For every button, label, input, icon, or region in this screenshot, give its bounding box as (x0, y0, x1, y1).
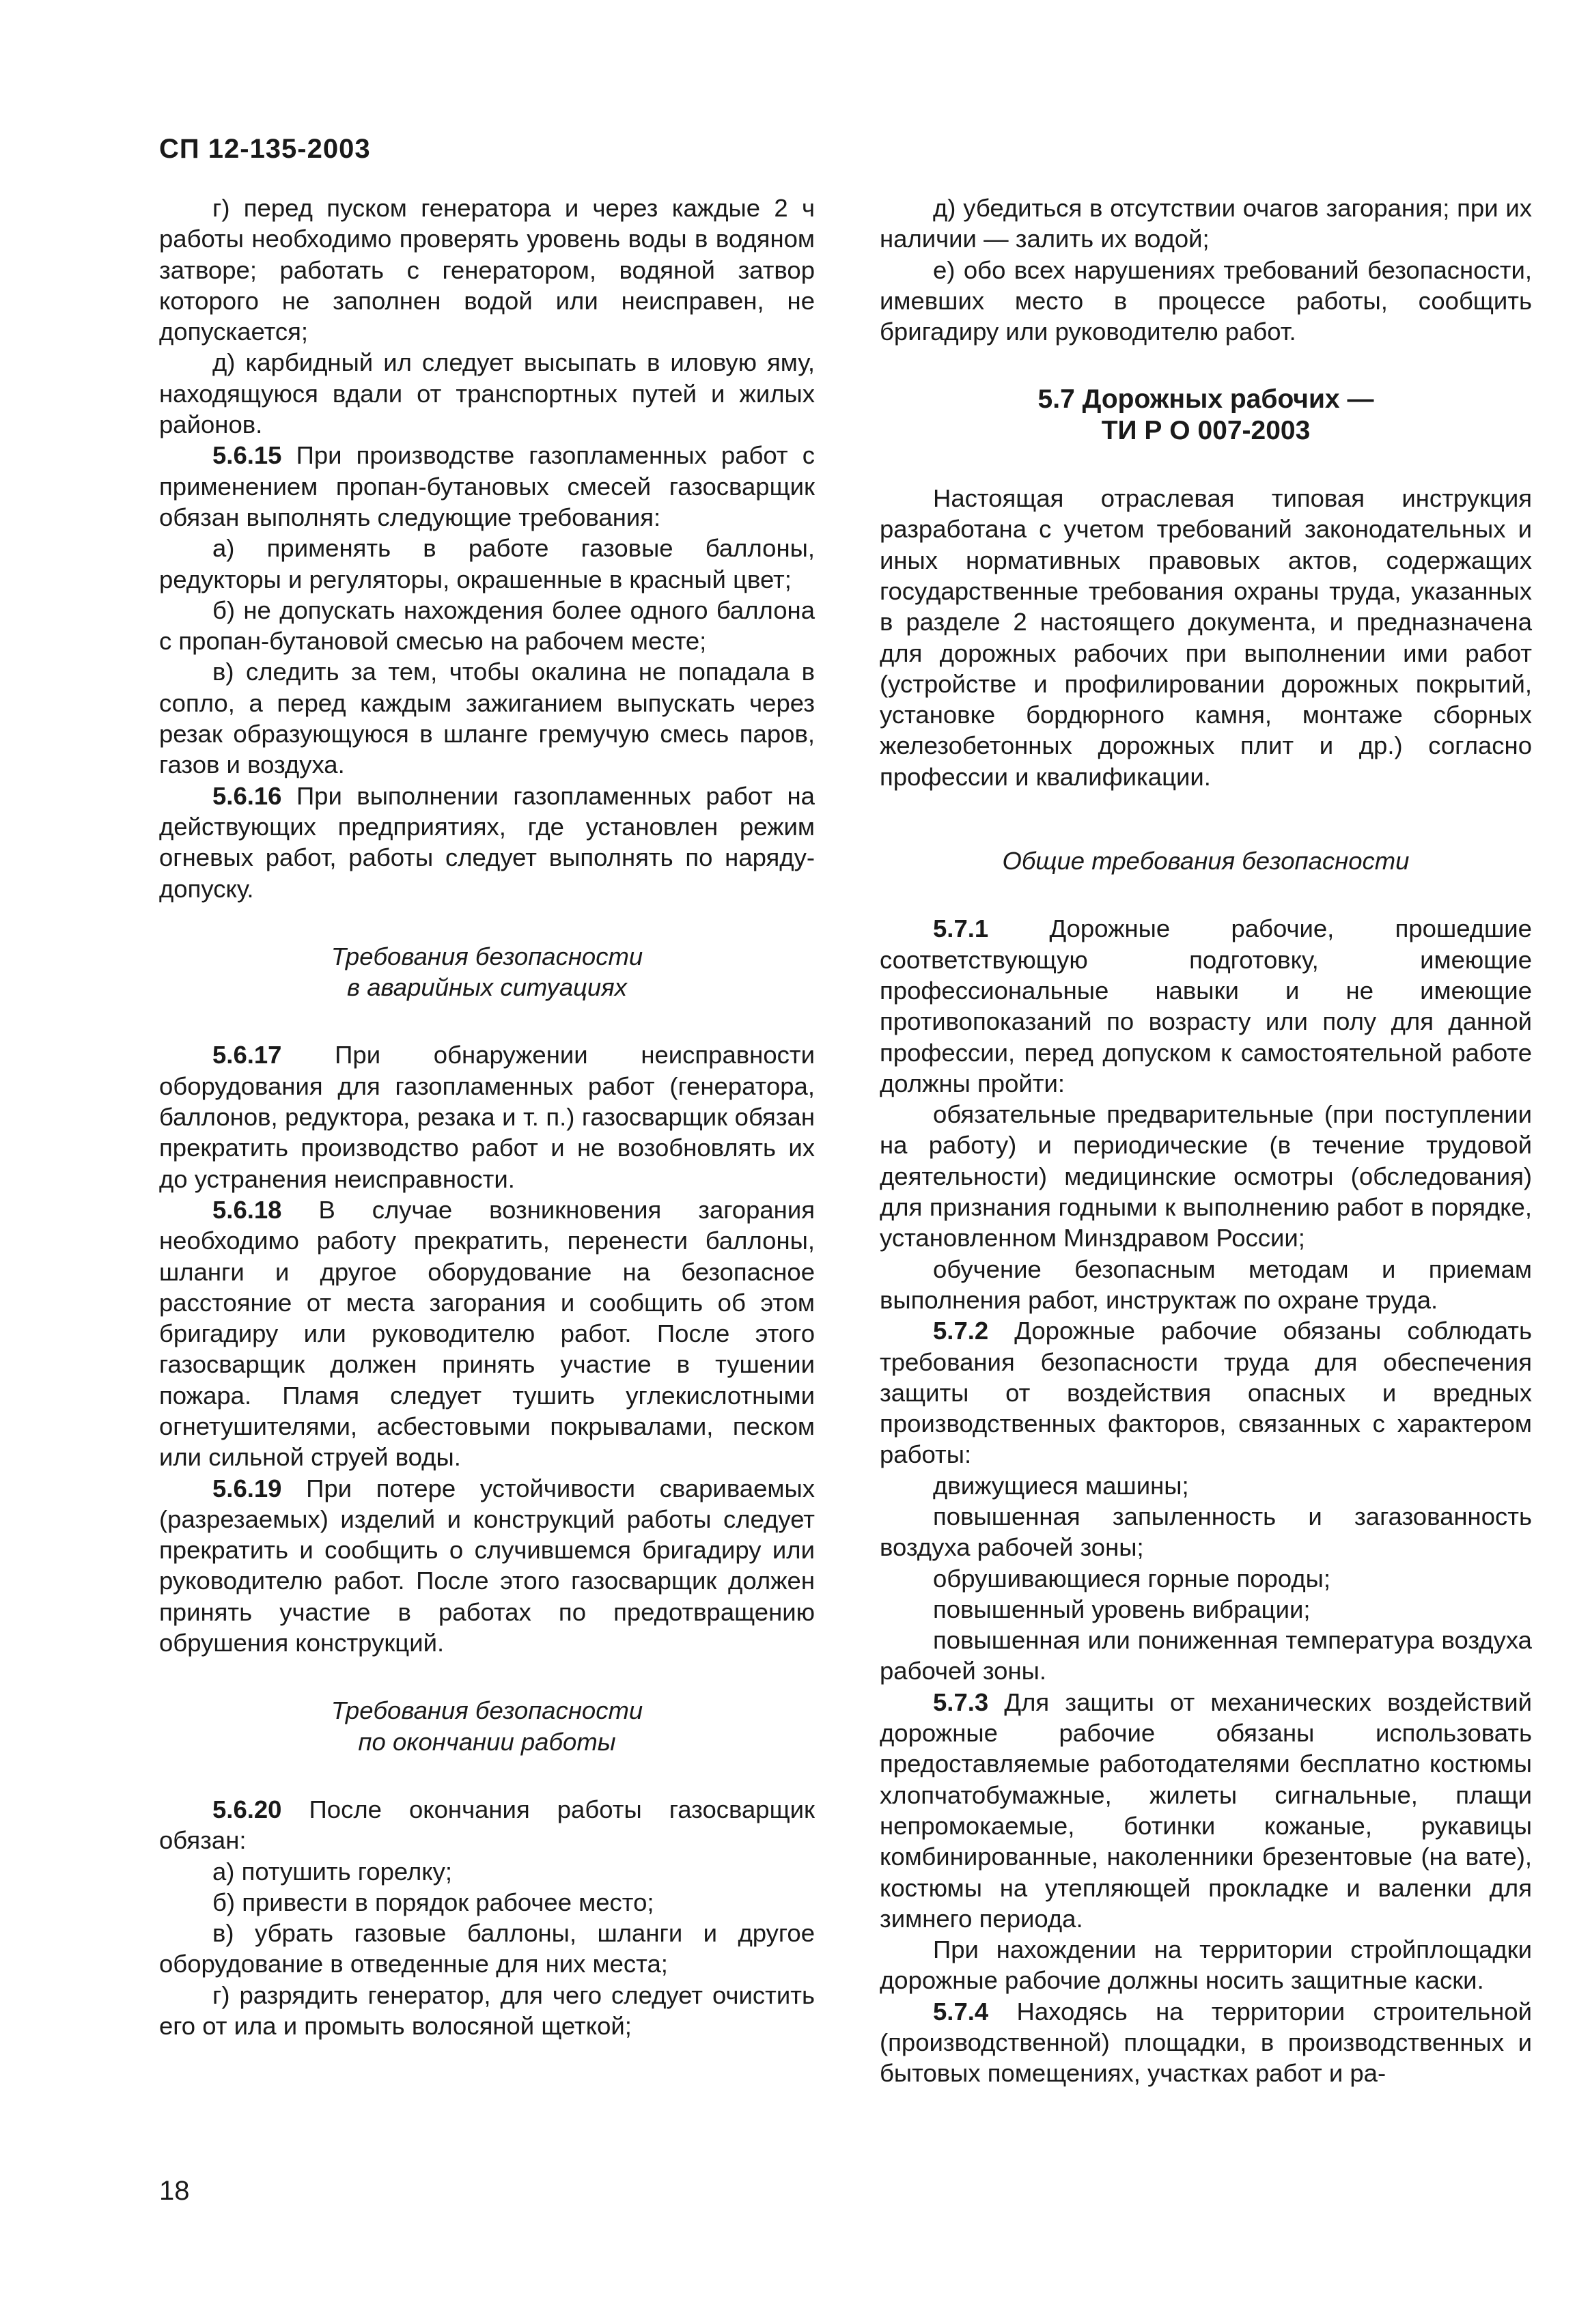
list-item: повышенная или пониженная температура воздуха рабочей зоны. (880, 1626, 1532, 1685)
paragraph: г) перед пуском генератора и через каждые 2 ч работы необходимо проверять уровень воды в водяном затворе; работать с генератором, водяной затвор которого не заполнен водой или неисправен, не допускается; (159, 194, 815, 346)
list-item: в) убрать газовые баллоны, шланги и другое оборудование в отведенные для них места; (159, 1919, 815, 1978)
clause-5-6-15 (159, 440, 815, 533)
spacer (159, 1003, 815, 1039)
spacer (159, 1658, 815, 1695)
spacer (880, 876, 1532, 913)
right-column (880, 193, 1532, 2089)
document-code-header: СП 12-135-2003 (159, 134, 371, 164)
clause-text: После окончания работы газосварщик обязан: (159, 1795, 815, 1855)
list-item: движущиеся машины; (933, 1471, 1189, 1500)
clause-5-7-1 (880, 913, 1532, 1099)
list-item: г) разрядить генератор, для чего следует очистить его от ила и промыть волосяной щеткой; (159, 1980, 815, 2041)
clause-number: 5.7.2 (933, 1317, 989, 1345)
clause-5-7-4 (880, 1996, 1532, 2089)
clause-5-7-3 (880, 1687, 1532, 1934)
clause-number: 5.7.1 (933, 914, 989, 943)
list-item: д) убедиться в отсутствии очагов загорания; при их наличии — залить их водой; (880, 194, 1532, 253)
page-number: 18 (159, 2176, 190, 2206)
subheading-emergency-line2: в аварийных ситуациях (347, 973, 627, 1002)
subheading-end-line2: по окончании работы (358, 1727, 616, 1756)
clause-text: Находясь на территории строительной (производственной) площадки, в производственных и бытовых помещениях, участках работ и ра- (880, 1997, 1532, 2088)
clause-text: В случае возникновения загорания необходимо работу прекратить, перенести баллоны, шланги и другое оборудование на безопасное расстояние от места загорания и сообщить об этом бригадиру или руководителю работ. После этого газосварщик должен принять участие в тушении пожара. Пламя следует тушить углекислотными огнетушителями, асбестовыми покрывалами, песком или сильной струей воды. (159, 1195, 815, 1472)
paragraph: При нахождении на территории стройплощадки дорожные рабочие должны носить защитные каски. (880, 1935, 1532, 1995)
clause-text: При потере устойчивости свариваемых (разрезаемых) изделий и конструкций работы следует прекратить и сообщить о случившемся бригадиру или руководителю работ. После этого газосварщик должен принять участие в работах по предотвращению обрушения конструкций. (159, 1474, 815, 1657)
clause-number: 5.6.17 (212, 1041, 282, 1069)
clause-text: Дорожные рабочие, прошедшие соответствующую подготовку, имеющие профессиональные навыки и не имеющие противопоказаний по возрасту или полу для данной профессии, перед допуском к самостоятельной работе должны пройти: (880, 914, 1532, 1097)
list-item: повышенная запыленность и загазованность воздуха рабочей зоны; (880, 1502, 1532, 1562)
spacer (880, 347, 1532, 384)
clause-text: При выполнении газопламенных работ на действующих предприятиях, где установлен режим огневых работ, работы следует выполнять по наряду-допуску. (159, 781, 815, 903)
paragraph: д) карбидный ил следует высыпать в иловую яму, находящуюся вдали от транспортных путей и жилых районов. (159, 348, 815, 439)
spacer (880, 792, 1532, 845)
clause-text: Дорожные рабочие обязаны соблюдать требования безопасности труда для обеспечения защиты от воздействия опасных и вредных производственных факторов, связанных с характером работы: (880, 1317, 1532, 1469)
list-item: б) не допускать нахождения более одного баллона с пропан-бутановой смесью на рабочем месте; (159, 596, 815, 656)
left-column (159, 193, 815, 2041)
list-item: е) обо всех нарушениях требований безопасности, имевших место в процессе работы, сообщить бригадиру или руководителю работ. (880, 255, 1532, 346)
list-item: повышенный уровень вибрации; (933, 1595, 1311, 1623)
clause-number: 5.6.20 (212, 1795, 282, 1823)
subheading-emergency-line1: Требования безопасности (331, 942, 643, 970)
section-heading-line2: ТИ Р О 007-2003 (1101, 415, 1311, 445)
subheading-general: Общие требования безопасности (1002, 847, 1410, 876)
clause-5-6-20 (159, 1794, 815, 1856)
section-heading-line1: 5.7 Дорожных рабочих — (1037, 384, 1374, 415)
clause-5-6-18 (159, 1194, 815, 1473)
clause-number: 5.7.3 (933, 1688, 989, 1716)
clause-text: При производстве газопламенных работ с применением пропан-бутановых смесей газосварщик обязан выполнять следующие требования: (159, 441, 815, 531)
clause-5-6-19 (159, 1473, 815, 1659)
clause-text: Для защиты от механических воздействий дорожные рабочие обязаны использовать предоставляемые работодателями бесплатно костюмы хлопчатобумажные, жилеты сигнальные, плащи непромокаемые, ботинки кожаные, рукавицы комбинированные, наколенники брезентовые (на вате), костюмы на утепляющей прокладке и валенки для зимнего периода. (880, 1688, 1532, 1933)
clause-5-6-17 (159, 1039, 815, 1194)
clause-number: 5.6.16 (212, 781, 282, 810)
clause-number: 5.6.15 (212, 441, 282, 470)
list-item: обучение безопасным методам и приемам выполнения работ, инструктаж по охране труда. (880, 1255, 1532, 1314)
list-item: обязательные предварительные (при поступлении на работу) и периодические (в течение трудовой деятельности) медицинские осмотры (обследования) для признания годными к выполнению работ в порядке, установленном Минздравом России; (880, 1100, 1532, 1252)
spacer (159, 1757, 815, 1794)
clause-5-7-2 (880, 1315, 1532, 1470)
clause-5-6-16 (159, 781, 815, 904)
subheading-end-line1: Требования безопасности (331, 1696, 643, 1725)
clause-number: 5.6.19 (212, 1474, 282, 1502)
list-item: б) привести в порядок рабочее место; (212, 1888, 654, 1916)
list-item: обрушивающиеся горные породы; (933, 1564, 1331, 1593)
spacer (159, 904, 815, 941)
intro-paragraph: Настоящая отраслевая типовая инструкция разработана с учетом требований законодательных и иных нормативных правовых актов, содержащих государственные требования охраны труда, указанных в разделе 2 настоящего документа, и предназначена для дорожных рабочих при выполнении ими работ (устройстве и профилировании дорожных покрытий, установке бордюрного камня, монтаже сборных железобетонных дорожных плит и др.) согласно профессии и квалификации. (880, 484, 1532, 791)
clause-text: При обнаружении неисправности оборудования для газопламенных работ (генератора, баллонов, редуктора, резака и т. п.) газосварщик обязан прекратить производство работ и не возобновлять их до устранения неисправности. (159, 1041, 815, 1193)
clause-number: 5.6.18 (212, 1195, 282, 1224)
list-item: в) следить за тем, чтобы окалина не попадала в сопло, а перед каждым зажиганием выпускать через резак образующуюся в шланге гремучую смесь паров, газов и воздуха. (159, 658, 815, 779)
list-item: а) потушить горелку; (212, 1857, 453, 1886)
list-item: а) применять в работе газовые баллоны, редукторы и регуляторы, окрашенные в красный цвет; (159, 534, 815, 593)
clause-number: 5.7.4 (933, 1997, 989, 2026)
spacer (880, 446, 1532, 483)
